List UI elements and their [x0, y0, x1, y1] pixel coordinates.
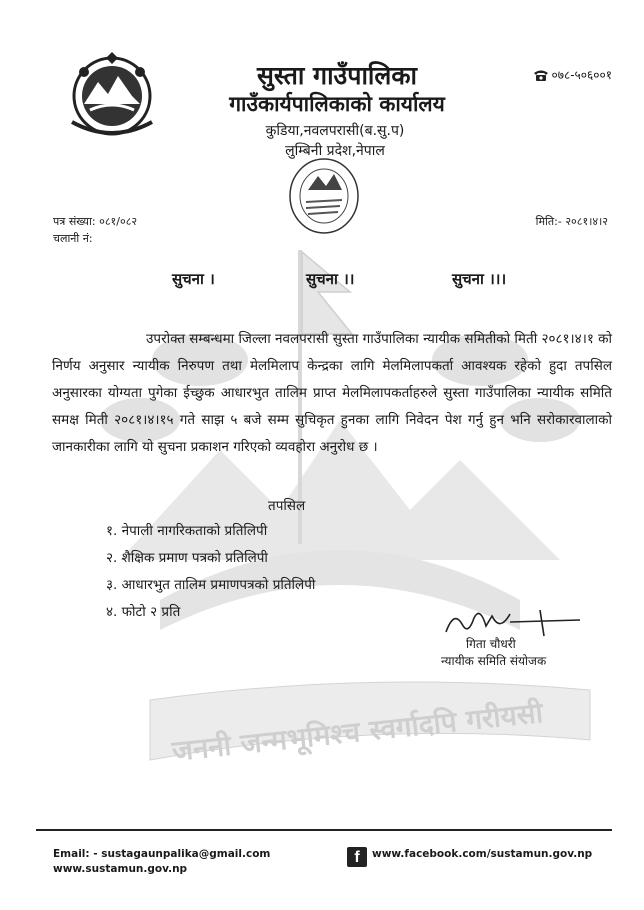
list-item: ३. आधारभुत तालिम प्रमाणपत्रको प्रतिलिपी — [106, 577, 316, 593]
tapasil-heading: तपसिल — [268, 498, 306, 514]
notice-body — [52, 326, 612, 461]
list-item: १. नेपाली नागरिकताको प्रतिलिपी — [106, 523, 268, 539]
notice-heading-2: सुचना ।। — [306, 270, 355, 288]
office-seal-stamp — [286, 156, 362, 236]
notice-heading-3: सुचना ।।। — [452, 270, 507, 288]
motto-ribbon — [140, 660, 600, 780]
signatory-name: गिता चौधरी — [466, 637, 516, 651]
footer-divider — [36, 829, 612, 831]
office-name: गाउँकार्यपालिकाको कार्यालय — [229, 92, 445, 116]
list-item: २. शैक्षिक प्रमाण पत्रको प्रतिलिपी — [106, 550, 268, 566]
motto-text: जननी जन्मभूमिश्च स्वर्गादपि गरीयसी — [170, 695, 545, 768]
requirements-list — [106, 518, 315, 626]
footer-facebook[interactable] — [347, 847, 592, 867]
address-line-2: लुम्बिनी प्रदेश,नेपाल — [285, 143, 385, 159]
footer-email[interactable]: Email: - sustagaunpalika@gmail.com — [53, 848, 271, 860]
notice-heading-1: सुचना । — [172, 270, 215, 288]
notice-paragraph: उपरोक्त सम्बन्धमा जिल्ला नवलपरासी सुस्ता गाउँपालिका न्यायीक समितीको मिती २०८१।४।१ को निर्णय अनुसार न्यायीक निरुपण तथा मेलमिलाप केन्द्रका लागि मेलमिलापकर्ता आवश्यक रहेको हुदा तपसिल अनुसारका योग्यता पुगेका ईच्छुक आधारभुत तालिम प्राप्त मेलमिलापकर्ताहरुले सुस्ता गाउँपालिका न्यायीक समिति समक्ष मिती २०८१।४।१५ गते साझ ५ बजे सम्म सुचिकृत हुनका लागि निवेदन पेश गर्नु हुन भनि सरोकारवालाको जानकारीका लागि यो सुचना प्रकाशन गरिएको व्यवहोरा अनुरोध छ । — [52, 331, 612, 455]
facebook-link[interactable]: www.facebook.com/sustamun.gov.np — [372, 848, 593, 860]
address-line-1: कुडिया,नवलपरासी(ब.सु.प) — [265, 123, 405, 139]
letter-date: मिति:- २०८१।४।२ — [535, 215, 608, 228]
list-item: ४. फोटो २ प्रति — [106, 604, 181, 620]
facebook-icon: f — [347, 847, 367, 867]
phone-contact — [533, 66, 613, 83]
telephone-icon — [533, 69, 549, 81]
phone-number: ०७८-५०६००१ — [551, 68, 612, 82]
signatory-title: न्यायीक समिति संयोजक — [441, 654, 547, 668]
org-name: सुस्ता गाउँपालिका — [256, 61, 418, 90]
dispatch-number: चलानी नं: — [53, 232, 93, 245]
footer-website[interactable]: www.sustamun.gov.np — [53, 863, 188, 875]
letter-number: पत्र संख्या: ०८१/०८२ — [53, 215, 138, 228]
